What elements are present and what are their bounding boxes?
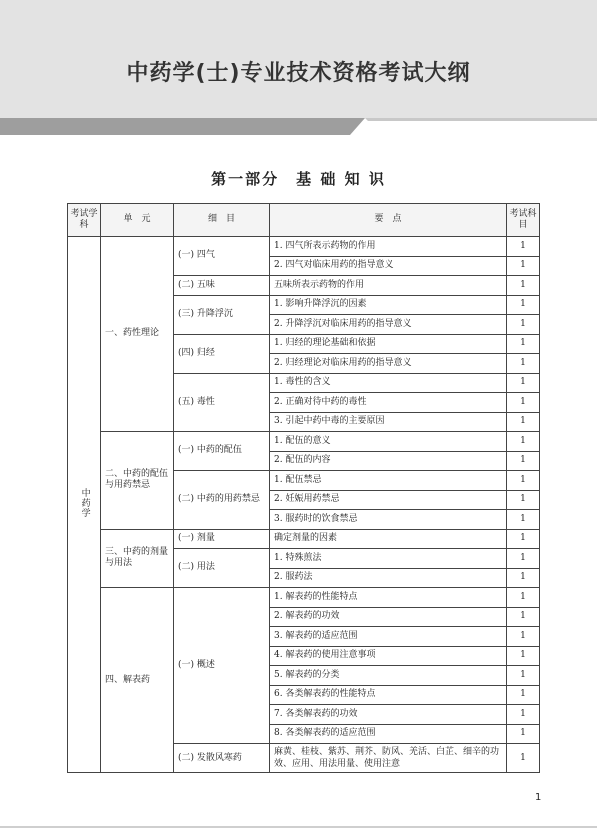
point-cell: 1. 影响升降浮沉的因素 (270, 295, 507, 315)
point-cell: 5. 解表药的分类 (270, 666, 507, 686)
count-cell: 1 (507, 529, 540, 549)
section-title: 第一部分 基 础 知 识 (211, 170, 386, 188)
item-cell: (一) 四气 (174, 237, 270, 276)
count-cell: 1 (507, 237, 540, 257)
table-row (68, 237, 540, 257)
table-body (68, 237, 540, 773)
subject-cell (68, 237, 101, 773)
count-cell: 1 (507, 315, 540, 335)
point-cell: 麻黄、桂枝、紫苏、荆芥、防风、羌活、白芷、细辛的功效、应用、用法用量、使用注意 (270, 744, 507, 773)
header-count: 考试科目 (507, 204, 540, 237)
point-cell: 3. 服药时的饮食禁忌 (270, 510, 507, 530)
count-cell: 1 (507, 276, 540, 296)
point-cell: 1. 四气所表示药物的作用 (270, 237, 507, 257)
item-cell: (一) 剂量 (174, 529, 270, 549)
point-cell: 2. 服药法 (270, 568, 507, 588)
item-cell: (二) 用法 (174, 549, 270, 588)
item-cell: (五) 毒性 (174, 373, 270, 432)
count-cell: 1 (507, 256, 540, 276)
count-cell: 1 (507, 334, 540, 354)
point-cell: 1. 毒性的含义 (270, 373, 507, 393)
header-subject: 考试学科 (68, 204, 101, 237)
item-cell: (二) 中药的用药禁忌 (174, 471, 270, 530)
point-cell: 2. 解表药的功效 (270, 607, 507, 627)
point-cell: 1. 配伍禁忌 (270, 471, 507, 491)
count-cell: 1 (507, 724, 540, 744)
point-cell: 确定剂量的因素 (270, 529, 507, 549)
count-cell: 1 (507, 705, 540, 725)
table-row (68, 529, 540, 549)
count-cell: 1 (507, 471, 540, 491)
point-cell: 五味所表示药物的作用 (270, 276, 507, 296)
syllabus-table (67, 203, 540, 773)
count-cell: 1 (507, 607, 540, 627)
count-cell: 1 (507, 432, 540, 452)
point-cell: 1. 解表药的性能特点 (270, 588, 507, 608)
item-cell: (一) 中药的配伍 (174, 432, 270, 471)
point-cell: 8. 各类解表药的适应范围 (270, 724, 507, 744)
count-cell: 1 (507, 627, 540, 647)
document-title: 中药学(士)专业技术资格考试大纲 (126, 61, 471, 86)
count-cell: 1 (507, 451, 540, 471)
table-header-row (68, 204, 540, 237)
header-point: 要 点 (270, 204, 507, 237)
unit-cell: 四、解表药 (101, 588, 174, 773)
point-cell: 1. 归经的理论基础和依据 (270, 334, 507, 354)
point-cell: 7. 各类解表药的功效 (270, 705, 507, 725)
bottom-rule (0, 826, 597, 828)
count-cell: 1 (507, 412, 540, 432)
count-cell: 1 (507, 568, 540, 588)
item-cell: (二) 发散风寒药 (174, 744, 270, 773)
header-unit: 单 元 (101, 204, 174, 237)
unit-cell: 一、药性理论 (101, 237, 174, 432)
unit-cell: 三、中药的剂量与用法 (101, 529, 174, 588)
point-cell: 3. 引起中药中毒的主要原因 (270, 412, 507, 432)
unit-cell: 二、中药的配伍与用药禁忌 (101, 432, 174, 530)
point-cell: 2. 配伍的内容 (270, 451, 507, 471)
item-cell: (三) 升降浮沉 (174, 295, 270, 334)
count-cell: 1 (507, 685, 540, 705)
item-cell: (一) 概述 (174, 588, 270, 744)
count-cell: 1 (507, 490, 540, 510)
point-cell: 6. 各类解表药的性能特点 (270, 685, 507, 705)
point-cell: 2. 正确对待中药的毒性 (270, 393, 507, 413)
point-cell: 4. 解表药的使用注意事项 (270, 646, 507, 666)
table-row (68, 588, 540, 608)
count-cell: 1 (507, 510, 540, 530)
banner-band (0, 118, 365, 135)
banner-accent (365, 118, 597, 121)
point-cell: 3. 解表药的适应范围 (270, 627, 507, 647)
point-cell: 2. 归经理论对临床用药的指导意义 (270, 354, 507, 374)
count-cell: 1 (507, 373, 540, 393)
item-cell: (二) 五味 (174, 276, 270, 296)
count-cell: 1 (507, 549, 540, 569)
count-cell: 1 (507, 744, 540, 773)
count-cell: 1 (507, 646, 540, 666)
count-cell: 1 (507, 354, 540, 374)
point-cell: 2. 四气对临床用药的指导意义 (270, 256, 507, 276)
point-cell: 1. 特殊煎法 (270, 549, 507, 569)
page-number: 1 (535, 792, 542, 803)
header-item: 细 目 (174, 204, 270, 237)
table-row (68, 432, 540, 452)
point-cell: 2. 升降浮沉对临床用药的指导意义 (270, 315, 507, 335)
count-cell: 1 (507, 588, 540, 608)
item-cell: (四) 归经 (174, 334, 270, 373)
count-cell: 1 (507, 295, 540, 315)
point-cell: 1. 配伍的意义 (270, 432, 507, 452)
count-cell: 1 (507, 666, 540, 686)
point-cell: 2. 妊娠用药禁忌 (270, 490, 507, 510)
count-cell: 1 (507, 393, 540, 413)
subject-label: 中药学 (79, 487, 90, 518)
